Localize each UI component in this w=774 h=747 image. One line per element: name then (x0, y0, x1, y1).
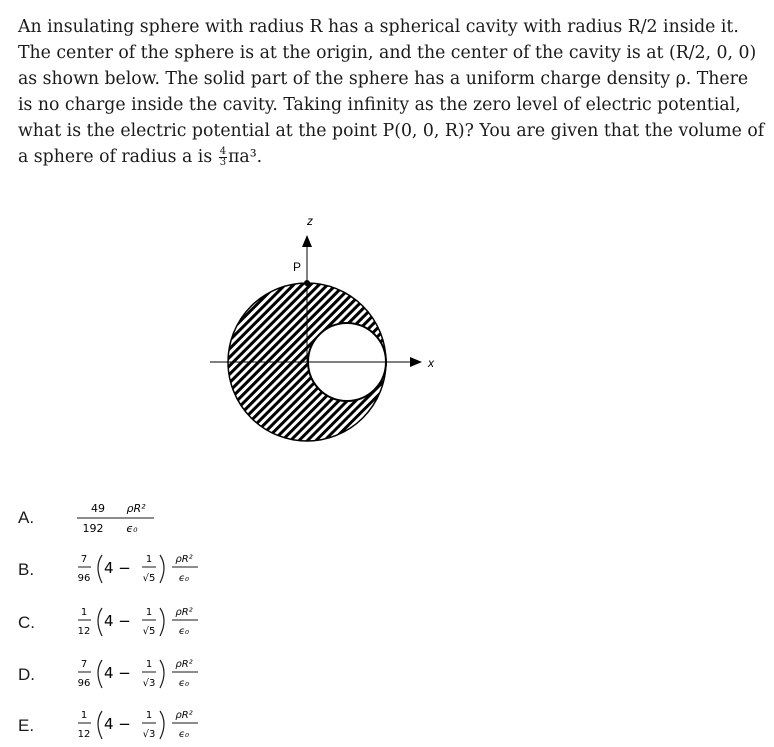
rho-r-squared: ρR² (175, 554, 193, 565)
volume-fraction (219, 147, 227, 168)
coefficient-denominator: 192 (82, 522, 104, 535)
choice-expression (76, 498, 196, 540)
left-paren (98, 608, 102, 636)
root-denominator: √5 (142, 573, 156, 584)
root-denominator: √5 (142, 626, 156, 637)
epsilon-zero: ϵ₀ (178, 573, 190, 584)
choice-letter: A. (18, 508, 35, 527)
right-paren (160, 711, 164, 739)
right-paren (160, 555, 164, 583)
coefficient-denominator: 12 (77, 729, 91, 740)
volume-fraction-numerator: 4 (219, 146, 227, 157)
coefficient-numerator: 7 (80, 554, 88, 565)
inner-term: 4 − (104, 612, 131, 630)
epsilon-zero: ϵ₀ (178, 729, 190, 740)
x-axis-label: x (428, 356, 434, 370)
coefficient-denominator: 96 (77, 678, 91, 689)
problem-line-6-tail: πa³. (228, 147, 263, 167)
rho-r-squared: ρR² (175, 607, 193, 618)
coefficient-numerator: 1 (80, 607, 88, 618)
choice-letter: D. (18, 665, 35, 684)
point-p-marker (304, 280, 310, 286)
root-numerator: 1 (145, 710, 153, 721)
coefficient-denominator: 12 (77, 626, 91, 637)
root-numerator: 1 (145, 607, 153, 618)
rho-r-squared: ρR² (175, 710, 193, 721)
choice-expression (76, 603, 216, 645)
problem-line-1: An insulating sphere with radius R has a spherical cavity with radius R/2 inside it. (18, 17, 739, 37)
epsilon-zero: ϵ₀ (126, 522, 138, 535)
choice-expression (76, 706, 216, 747)
problem-statement (18, 14, 765, 170)
x-axis-arrowhead (410, 357, 422, 367)
inner-term: 4 − (104, 559, 131, 577)
choice-expression (76, 655, 216, 697)
inner-term: 4 − (104, 664, 131, 682)
coefficient-numerator: 7 (80, 659, 88, 670)
z-axis-label: z (307, 214, 313, 228)
rho-r-squared: ρR² (175, 659, 193, 670)
left-paren (98, 660, 102, 688)
left-paren (98, 555, 102, 583)
z-axis-arrowhead (302, 235, 312, 247)
root-numerator: 1 (145, 659, 153, 670)
left-paren (98, 711, 102, 739)
inner-term: 4 − (104, 715, 131, 733)
epsilon-zero: ϵ₀ (178, 678, 190, 689)
root-denominator: √3 (142, 678, 156, 689)
choice-letter: B. (18, 560, 35, 579)
problem-line-4: is no charge inside the cavity. Taking infinity as the zero level of electric potential, (18, 95, 741, 115)
right-paren (160, 660, 164, 688)
sphere-figure (210, 205, 440, 475)
problem-line-5: what is the electric potential at the point P(0, 0, R)? You are given that the volume of (18, 121, 765, 141)
root-denominator: √3 (142, 729, 156, 740)
choice-letter: E. (18, 716, 35, 735)
epsilon-zero: ϵ₀ (178, 626, 190, 637)
coefficient-denominator: 96 (77, 573, 91, 584)
volume-fraction-denominator: 3 (219, 157, 227, 168)
problem-line-6 (18, 144, 758, 170)
problem-line-6-text: a sphere of radius a is (18, 147, 218, 167)
problem-line-2: The center of the sphere is at the origin, and the center of the cavity is at (R/2, 0, 0) (18, 43, 757, 63)
point-p-label: P (293, 260, 302, 274)
right-paren (160, 608, 164, 636)
problem-line-3: as shown below. The solid part of the sphere has a uniform charge density ρ. There (18, 69, 749, 89)
root-numerator: 1 (145, 554, 153, 565)
rho-r-squared: ρR² (126, 502, 146, 515)
coefficient-numerator: 1 (80, 710, 88, 721)
choice-expression (76, 550, 216, 592)
choice-letter: C. (18, 613, 35, 632)
coefficient-numerator: 49 (91, 502, 105, 515)
